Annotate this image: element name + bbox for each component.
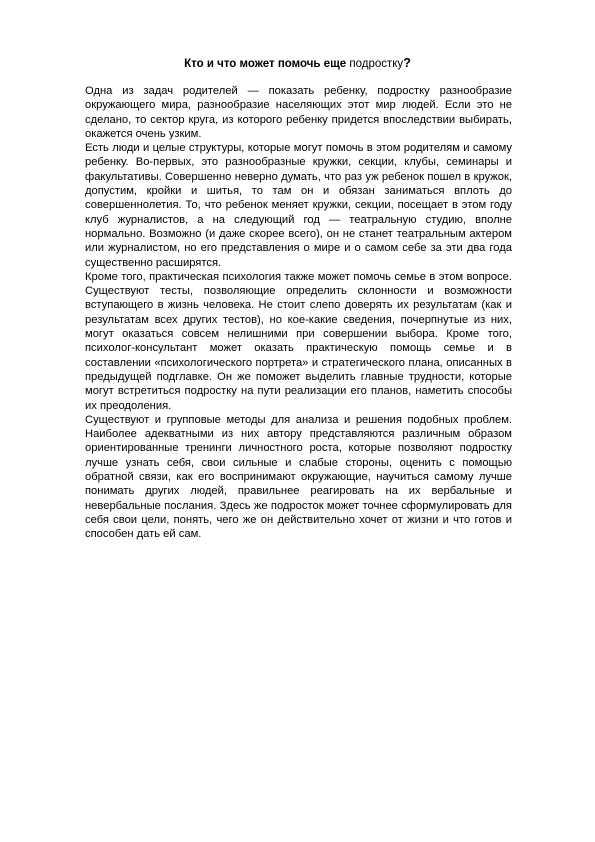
title-normal-part: подростку bbox=[349, 58, 404, 70]
paragraph-2: Есть люди и целые структуры, которые могут помочь в этом родителям и самому ребенку. Во-первых, это разнообразные кружки, секции, клубы, семинары и факультативы. Совершенно неверно думать, что раз уж ребенок пошел в кружок, допустим, кройки и шитья, то там он и обязан заниматься вплоть до совершеннолетия. То, что ребенок меняет кружки, секции, посещает в этом году клуб журналистов, а на следующий год — театральную студию, вполне нормально. Возможно (и даже скорее всего), он не станет театральным актером или журналистом, но его представления о мире и о самом себе за эти два года существенно расширятся. bbox=[85, 142, 512, 269]
title-question-mark: ? bbox=[403, 56, 411, 70]
document-title bbox=[0, 56, 595, 71]
title-bold-part: Кто и что может помочь еще bbox=[184, 58, 347, 70]
paragraph-3: Кроме того, практическая психология также может помочь семье в этом вопросе. Существуют тесты, позволяющие определить склонности и возможности вступающего в жизнь человека. Не стоит слепо доверять их результатам (как и результатам всех других тестов), но кое-какие сведения, почерпнутые из них, могут оказаться совсем нелишними при совершении выбора. Кроме того, психолог-консультант может оказать практическую помощь семье и в составлении «психологического портрета» и стратегического плана, описанных в предыдущей подглавке. Он же поможет выделить главные трудности, которые могут встретиться подростку на пути реализации его планов, наметить способы их преодоления. bbox=[85, 270, 512, 412]
paragraph-1: Одна из задач родителей — показать ребенку, подростку разнообразие окружающего мира, разнообразие населяющих этот мир людей. Если это не сделано, то сектор круга, из которого ребенку придется впоследствии выбирать, окажется очень узким. bbox=[85, 85, 512, 140]
document-body bbox=[85, 84, 512, 542]
paragraph-4: Существуют и групповые методы для анализа и решения подобных проблем. Наиболее адекватными из них автору представляются различным образом ориентированные тренинги личностного роста, которые позволяют подростку лучше узнать себя, свои сильные и слабые стороны, оценить с помощью обратной связи, как его воспринимают окружающие, научиться самому лучше понимать других людей, правильнее реагировать на их вербальные и невербальные послания. Здесь же подросток может точнее сформулировать для себя свои цели, понять, чего же он действительно хочет от жизни и что готов и способен дать ей сам. bbox=[85, 413, 512, 541]
